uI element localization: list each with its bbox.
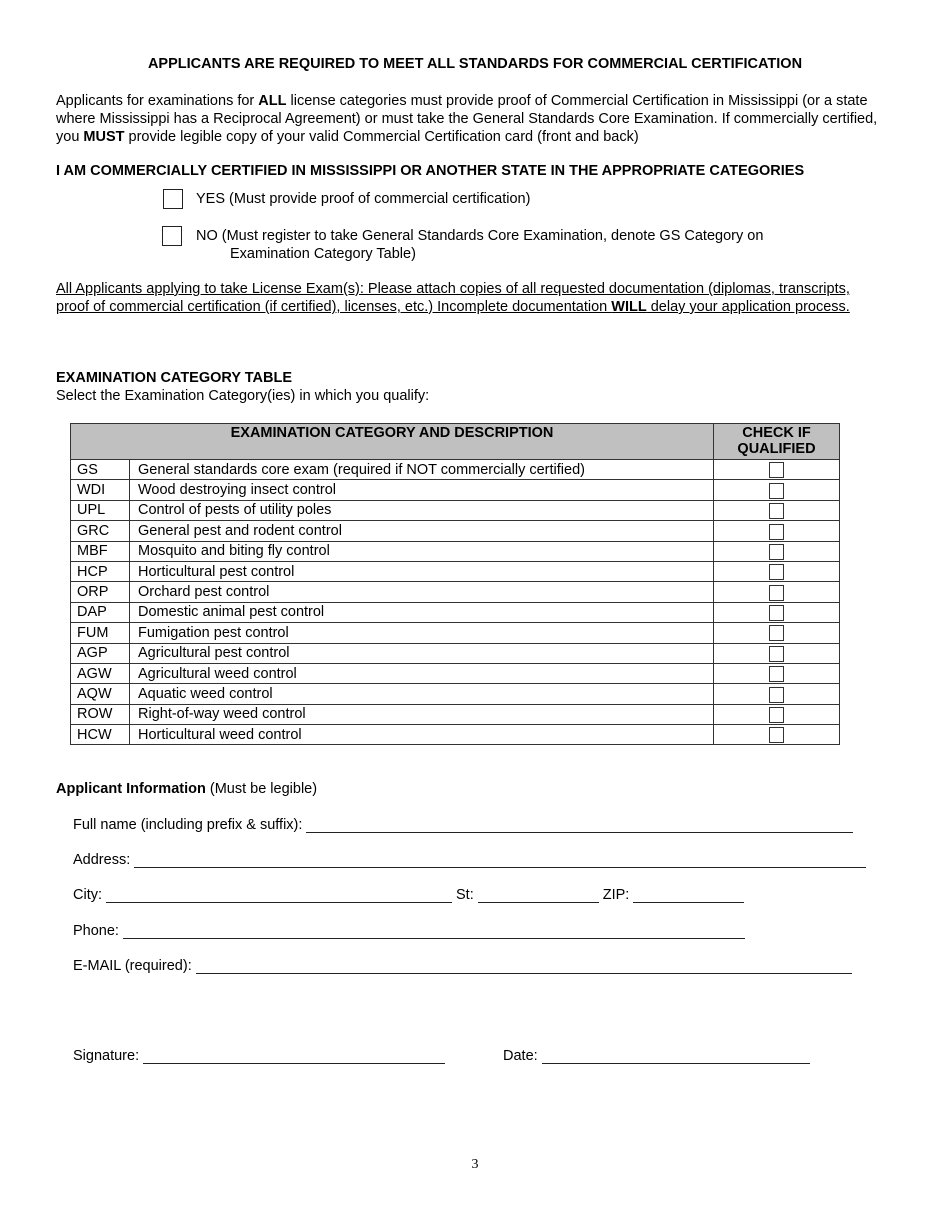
check-cell: [714, 460, 840, 480]
zip-field[interactable]: [633, 888, 744, 903]
documentation-notice: [56, 280, 886, 316]
date-label: Date:: [503, 1048, 538, 1064]
phone-row: [73, 923, 745, 939]
phone-field[interactable]: [123, 924, 745, 939]
exam-category-table: [70, 423, 840, 745]
category-code: ROW: [71, 704, 130, 724]
category-code: AGW: [71, 663, 130, 683]
category-description: Aquatic weed control: [130, 684, 714, 704]
intro-text: Applicants for examinations for: [56, 93, 259, 109]
table-row: [71, 704, 840, 724]
signature-row: [73, 1048, 445, 1064]
intro-text: provide legible copy of your valid Commercial Certification card (front and back): [124, 129, 639, 145]
category-description: Agricultural weed control: [130, 663, 714, 683]
email-field[interactable]: [196, 959, 852, 974]
full-name-field[interactable]: [306, 818, 853, 833]
address-field[interactable]: [134, 853, 866, 868]
category-description: Horticultural pest control: [130, 561, 714, 581]
category-description: Wood destroying insect control: [130, 480, 714, 500]
check-cell: [714, 480, 840, 500]
notice-text: All Applicants applying to take License Exam(s): Please attach copies of all requested documentation (diplomas, transcripts, proof of commercial certification (if certified), licenses, etc.) Incomplete documentation: [56, 281, 850, 315]
yes-option-label: YES (Must provide proof of commercial certification): [196, 191, 531, 207]
zip-label: ZIP:: [602, 887, 630, 903]
signature-field[interactable]: [143, 1049, 445, 1064]
category-description: Orchard pest control: [130, 582, 714, 602]
yes-checkbox[interactable]: [163, 189, 183, 209]
category-description: Mosquito and biting fly control: [130, 541, 714, 561]
check-cell: [714, 500, 840, 520]
intro-text: license categories must provide proof of Commercial Certification in Mississippi (or a state where Mississippi has a Reciprocal Agreement) or must take the General Standards Core Examination. If commercially certified, you: [56, 93, 878, 145]
check-cell: [714, 561, 840, 581]
qualified-checkbox-fum[interactable]: [769, 625, 784, 641]
header-check-if-qualified: [714, 424, 840, 460]
table-row: [71, 725, 840, 745]
notice-text: delay your application process.: [646, 299, 850, 315]
check-cell: [714, 521, 840, 541]
qualified-checkbox-agw[interactable]: [769, 666, 784, 682]
applicant-info-heading: [56, 781, 317, 797]
category-code: ORP: [71, 582, 130, 602]
notice-emphasis-will: WILL: [611, 299, 647, 315]
qualified-checkbox-mbf[interactable]: [769, 544, 784, 560]
phone-label: Phone:: [73, 923, 119, 939]
applicant-info-heading-bold: Applicant Information: [56, 781, 206, 797]
category-description: Agricultural pest control: [130, 643, 714, 663]
category-code: FUM: [71, 623, 130, 643]
qualified-checkbox-agp[interactable]: [769, 646, 784, 662]
category-description: General standards core exam (required if NOT commercially certified): [130, 460, 714, 480]
check-cell: [714, 704, 840, 724]
check-cell: [714, 582, 840, 602]
city-state-zip-row: [73, 887, 744, 903]
city-field[interactable]: [106, 888, 452, 903]
no-option-label-cont: Examination Category Table): [230, 246, 416, 262]
no-option-label: NO (Must register to take General Standards Core Examination, denote GS Category on: [196, 228, 764, 244]
table-row: [71, 643, 840, 663]
qualified-checkbox-dap[interactable]: [769, 605, 784, 621]
qualified-checkbox-hcp[interactable]: [769, 564, 784, 580]
qualified-checkbox-gs[interactable]: [769, 462, 784, 478]
category-description: General pest and rodent control: [130, 521, 714, 541]
category-description: Horticultural weed control: [130, 725, 714, 745]
intro-emphasis-must: MUST: [83, 129, 125, 145]
date-row: [503, 1048, 810, 1064]
category-code: HCW: [71, 725, 130, 745]
check-cell: [714, 663, 840, 683]
header-description: EXAMINATION CATEGORY AND DESCRIPTION: [71, 424, 714, 460]
table-row: [71, 500, 840, 520]
qualified-checkbox-wdi[interactable]: [769, 483, 784, 499]
applicant-info-heading-note: (Must be legible): [205, 781, 318, 797]
check-cell: [714, 684, 840, 704]
state-field[interactable]: [478, 888, 599, 903]
header-check-line1: CHECK IF: [742, 425, 811, 441]
table-row: [71, 561, 840, 581]
full-name-row: [73, 817, 853, 833]
email-row: [73, 958, 852, 974]
header-check-line2: QUALIFIED: [737, 441, 816, 457]
signature-label: Signature:: [73, 1048, 140, 1064]
check-cell: [714, 541, 840, 561]
category-code: AGP: [71, 643, 130, 663]
date-field[interactable]: [542, 1049, 810, 1064]
category-code: GS: [71, 460, 130, 480]
category-description: Domestic animal pest control: [130, 602, 714, 622]
category-code: DAP: [71, 602, 130, 622]
qualified-checkbox-hcw[interactable]: [769, 727, 784, 743]
table-row: [71, 582, 840, 602]
category-code: UPL: [71, 500, 130, 520]
qualified-checkbox-grc[interactable]: [769, 524, 784, 540]
address-row: [73, 852, 866, 868]
category-code: WDI: [71, 480, 130, 500]
table-row: [71, 480, 840, 500]
category-description: Control of pests of utility poles: [130, 500, 714, 520]
check-cell: [714, 623, 840, 643]
category-code: AQW: [71, 684, 130, 704]
intro-paragraph: [56, 92, 896, 146]
table-row: [71, 521, 840, 541]
table-row: [71, 602, 840, 622]
exam-table-subtitle: Select the Examination Category(ies) in which you qualify:: [56, 388, 430, 404]
qualified-checkbox-row[interactable]: [769, 707, 784, 723]
qualified-checkbox-aqw[interactable]: [769, 687, 784, 703]
table-row: [71, 623, 840, 643]
address-label: Address:: [73, 852, 131, 868]
check-cell: [714, 725, 840, 745]
table-row: [71, 460, 840, 480]
no-checkbox[interactable]: [162, 226, 182, 246]
category-description: Fumigation pest control: [130, 623, 714, 643]
table-row: [71, 663, 840, 683]
page-title: APPLICANTS ARE REQUIRED TO MEET ALL STANDARDS FOR COMMERCIAL CERTIFICATION: [147, 56, 803, 72]
table-row: [71, 541, 840, 561]
exam-table-title: EXAMINATION CATEGORY TABLE: [56, 370, 293, 386]
city-label: City:: [73, 887, 102, 903]
category-code: MBF: [71, 541, 130, 561]
qualified-checkbox-orp[interactable]: [769, 585, 784, 601]
category-code: GRC: [71, 521, 130, 541]
check-cell: [714, 602, 840, 622]
category-code: HCP: [71, 561, 130, 581]
certification-question-heading: I AM COMMERCIALLY CERTIFIED IN MISSISSIPPI OR ANOTHER STATE IN THE APPROPRIATE CATEGORIES: [56, 163, 805, 179]
check-cell: [714, 643, 840, 663]
full-name-label: Full name (including prefix & suffix):: [73, 817, 303, 833]
table-row: [71, 684, 840, 704]
page-number: 3: [471, 1157, 479, 1172]
category-description: Right-of-way weed control: [130, 704, 714, 724]
qualified-checkbox-upl[interactable]: [769, 503, 784, 519]
email-label: E-MAIL (required):: [73, 958, 192, 974]
intro-emphasis-all: ALL: [258, 93, 287, 109]
state-label: St:: [456, 887, 474, 903]
